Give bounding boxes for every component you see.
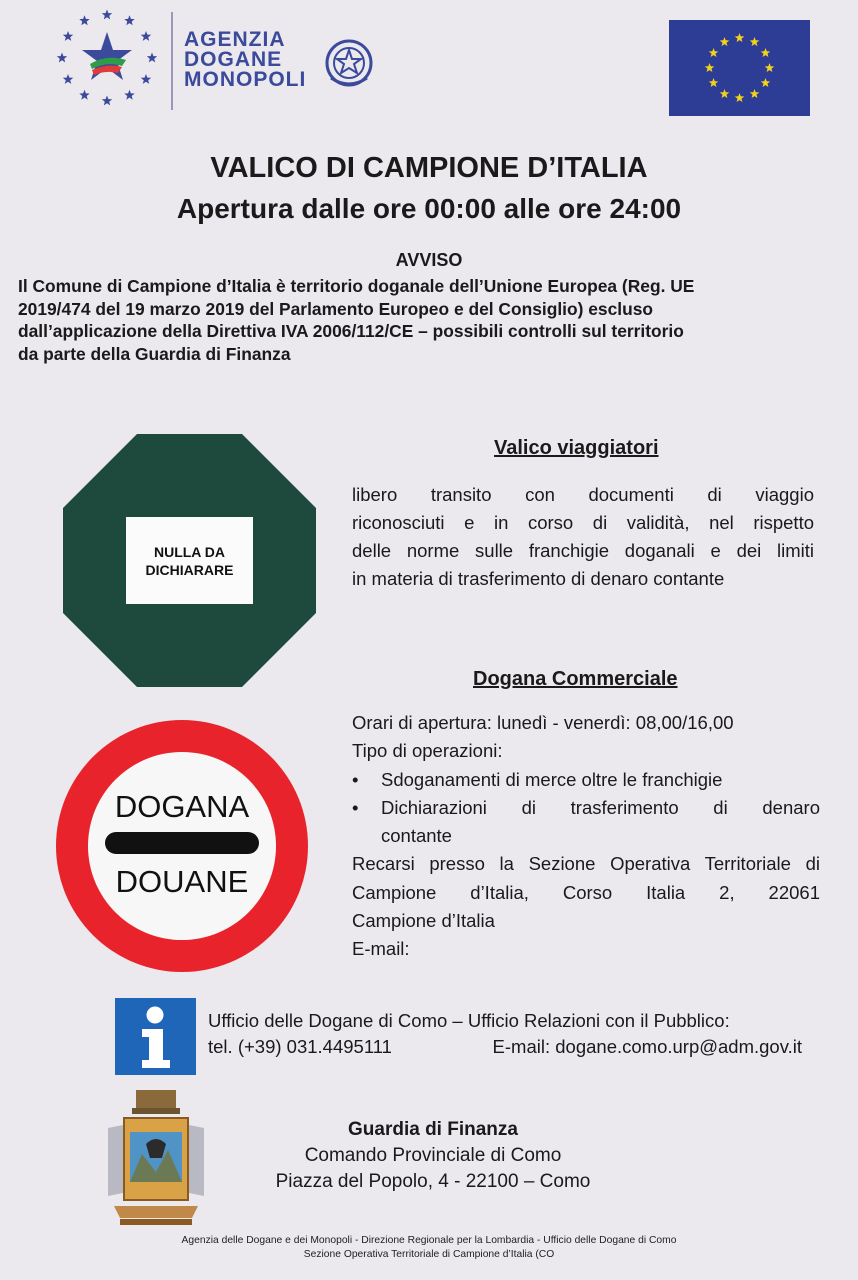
guardia-di-finanza-crest-icon [100,1088,212,1230]
notice-line: Il Comune di Campione d’Italia è territorio doganale dell’Unione Europea (Reg. UE [18,276,695,296]
bullet-text: Sdoganamenti di merce oltre le franchigie [381,768,723,790]
list-item [352,794,820,851]
adm-star-logo-icon [52,8,162,108]
info-phone: tel. (+39) 031.4495111 [208,1036,392,1057]
commercial-heading: Dogana Commerciale [473,668,678,690]
agency-line-2: DOGANE [184,48,283,71]
footer-line-2: Sezione Operativa Territoriale di Campione d’Italia (CO [303,1249,555,1260]
footer [0,1234,858,1262]
header-divider [171,12,173,110]
info-email: E-mail: dogane.como.urp@adm.gov.it [492,1036,802,1057]
travelers-line: delle norme sulle franchigie doganali e dei limiti [352,540,814,561]
notice-line: dall’applicazione della Direttiva IVA 2006/112/CE – possibili controlli sul territorio [18,321,684,341]
notice-line: 2019/474 del 19 marzo 2019 del Parlamento Europeo e del Consiglio) escluso [18,298,654,319]
travelers-line: riconosciuti e in corso di validità, nel rispetto [352,512,814,533]
customs-sign [56,720,308,972]
info-icon [115,998,196,1075]
bullet-text: Dichiarazioni di trasferimento di denaro [381,796,820,818]
gdf-address: Piazza del Popolo, 4 - 22100 – Como [275,1171,591,1192]
sign-text-line-2: DICHIARARE [145,561,234,578]
gdf-name: Guardia di Finanza [348,1119,518,1140]
customs-sign-top-text: DOGANA [114,789,250,824]
info-contact [208,1008,802,1060]
notice-line: da parte della Guardia di Finanza [18,343,291,364]
eu-flag-icon [669,20,810,116]
bullet-mark: • [352,796,359,818]
opening-hours: Orari di apertura: lunedì - venerdì: 08,00/16,00 [352,712,734,733]
address-line: Recarsi presso la Sezione Operativa Territoriale di [352,853,820,875]
agency-name [184,30,306,90]
agency-line-3: MONOPOLI [184,68,307,91]
travelers-line: libero transito con documenti di viaggio [352,484,814,505]
nothing-to-declare-sign [126,517,253,604]
notice-body [18,275,848,365]
footer-line-1: Agenzia delle Dogane e dei Monopoli - Direzione Regionale per la Lombardia - Ufficio delle Dogane di Como [181,1235,677,1246]
email-label: E-mail: [352,938,410,960]
agency-line-1: AGENZIA [184,28,286,51]
operations-label: Tipo di operazioni: [352,740,503,762]
gdf-command: Comando Provinciale di Como [304,1145,562,1166]
travelers-text [352,481,814,593]
address-line: Campione d’Italia, Corso Italia 2, 22061 [352,881,820,903]
address-line: Campione d’Italia [352,910,495,932]
bullet-mark: • [352,768,359,790]
list-item [352,766,820,794]
page-title: VALICO DI CAMPIONE D’ITALIA [210,152,648,184]
commercial-text [352,709,820,964]
customs-sign-bottom-text: DOUANE [115,864,249,899]
notice-heading: AVVISO [395,250,463,270]
italian-republic-emblem-icon [323,36,375,92]
travelers-heading: Valico viaggiatori [494,437,659,459]
opening-hours-title: Apertura dalle ore 00:00 alle ore 24:00 [176,193,682,224]
guardia-di-finanza-contact [258,1117,608,1195]
info-office: Ufficio delle Dogane di Como – Ufficio Relazioni con il Pubblico: [208,1010,730,1031]
bullet-text: contante [381,825,452,847]
sign-text-line-1: NULLA DA [153,543,225,560]
travelers-line: in materia di trasferimento di denaro contante [352,568,725,589]
